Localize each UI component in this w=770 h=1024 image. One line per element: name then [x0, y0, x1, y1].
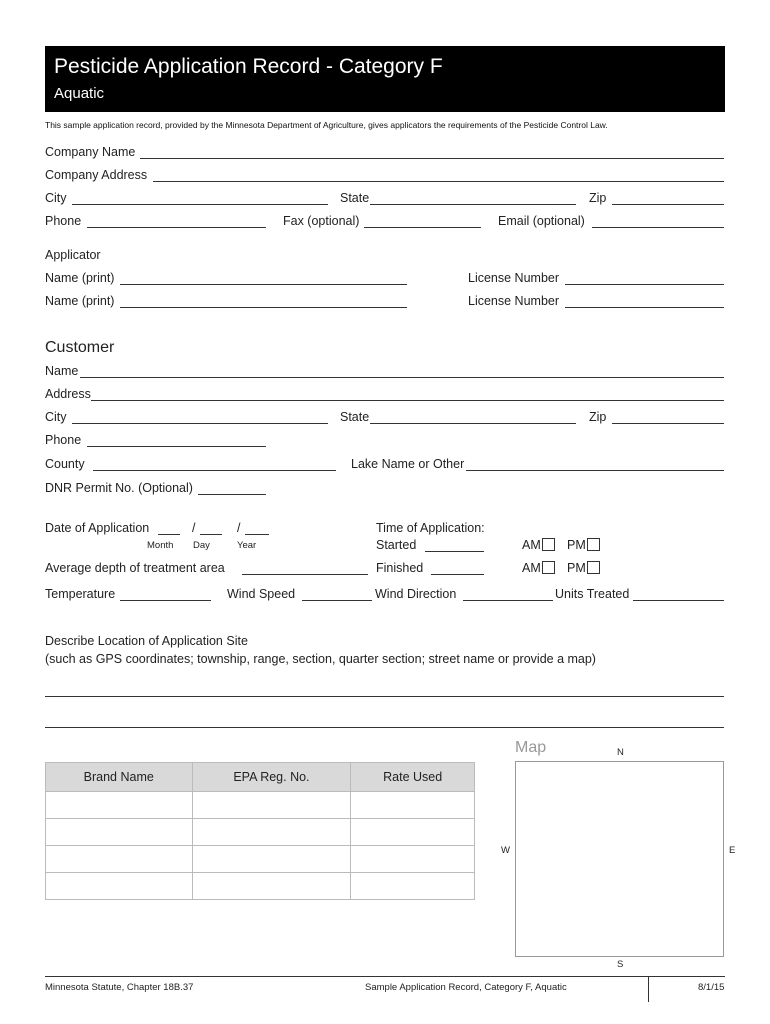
month-caption: Month — [147, 540, 174, 551]
location-line-1[interactable] — [45, 696, 724, 697]
company-email-label: Email (optional) — [498, 214, 585, 228]
company-zip-label: Zip — [589, 191, 607, 205]
applicator-heading: Applicator — [45, 248, 101, 262]
company-address-field[interactable] — [153, 181, 724, 182]
wind-direction-label: Wind Direction — [375, 587, 457, 601]
company-email-field[interactable] — [592, 227, 724, 228]
map-title: Map — [515, 739, 547, 756]
company-fax-field[interactable] — [364, 227, 481, 228]
started-pm-option[interactable] — [567, 538, 600, 552]
temperature-label: Temperature — [45, 587, 116, 601]
location-line-2[interactable] — [45, 727, 724, 728]
location-hint: (such as GPS coordinates; township, range, section, quarter section; street name or provide a map) — [45, 652, 596, 666]
company-city-label: City — [45, 191, 67, 205]
customer-county-field[interactable] — [93, 470, 336, 471]
customer-zip-label: Zip — [589, 410, 607, 424]
company-phone-label: Phone — [45, 214, 82, 228]
customer-address-field[interactable] — [91, 400, 724, 401]
wind-speed-field[interactable] — [302, 600, 372, 601]
applicator-license-label-1: License Number — [468, 271, 560, 285]
applicator-name-field-2[interactable] — [120, 307, 407, 308]
started-time-field[interactable] — [425, 551, 484, 552]
brand-name-header: Brand Name — [46, 763, 193, 792]
applicator-license-field-2[interactable] — [565, 307, 724, 308]
depth-label: Average depth of treatment area — [45, 561, 225, 575]
map-east-label: E — [729, 845, 736, 856]
customer-heading: Customer — [45, 339, 115, 356]
map-north-label: N — [617, 747, 624, 758]
epa-reg-header: EPA Reg. No. — [192, 763, 351, 792]
company-name-label: Company Name — [45, 145, 136, 159]
units-treated-label: Units Treated — [555, 587, 630, 601]
date-separator-1: / — [192, 521, 196, 535]
footer-divider — [648, 976, 649, 1002]
customer-name-label: Name — [45, 364, 79, 378]
customer-county-label: County — [45, 457, 85, 471]
map-drawing-area[interactable] — [515, 761, 724, 957]
company-zip-field[interactable] — [612, 204, 724, 205]
table-cell[interactable] — [46, 819, 193, 846]
form-title: Pesticide Application Record - Category F — [54, 55, 443, 78]
started-am-checkbox[interactable] — [542, 538, 555, 551]
table-row — [46, 819, 475, 846]
table-cell[interactable] — [351, 819, 475, 846]
finished-am-checkbox[interactable] — [542, 561, 555, 574]
form-header — [45, 46, 725, 112]
customer-phone-label: Phone — [45, 433, 82, 447]
started-am-option[interactable] — [522, 538, 555, 552]
product-table — [45, 762, 475, 900]
customer-zip-field[interactable] — [612, 423, 724, 424]
started-pm-checkbox[interactable] — [587, 538, 600, 551]
customer-lake-field[interactable] — [466, 470, 724, 471]
date-day-field[interactable] — [200, 534, 222, 535]
applicator-license-field-1[interactable] — [565, 284, 724, 285]
table-cell[interactable] — [351, 846, 475, 873]
customer-city-field[interactable] — [72, 423, 328, 424]
table-row — [46, 846, 475, 873]
customer-city-label: City — [45, 410, 67, 424]
footer-statute: Minnesota Statute, Chapter 18B.37 — [45, 982, 194, 993]
date-month-field[interactable] — [158, 534, 180, 535]
am-text: AM — [522, 538, 541, 552]
finished-pm-option[interactable] — [567, 561, 600, 575]
time-label: Time of Application: — [376, 521, 485, 535]
date-year-field[interactable] — [245, 534, 269, 535]
table-row — [46, 873, 475, 900]
finished-time-field[interactable] — [431, 574, 484, 575]
date-label: Date of Application — [45, 521, 150, 535]
customer-phone-field[interactable] — [87, 446, 266, 447]
pm-text: PM — [567, 561, 586, 575]
temperature-field[interactable] — [120, 600, 211, 601]
customer-state-field[interactable] — [370, 423, 576, 424]
table-cell[interactable] — [192, 846, 351, 873]
table-cell[interactable] — [192, 819, 351, 846]
map-west-label: W — [501, 845, 510, 856]
rate-used-header: Rate Used — [351, 763, 475, 792]
customer-dnr-label: DNR Permit No. (Optional) — [45, 481, 193, 495]
finished-pm-checkbox[interactable] — [587, 561, 600, 574]
customer-lake-label: Lake Name or Other — [351, 457, 465, 471]
company-name-field[interactable] — [140, 158, 724, 159]
table-cell[interactable] — [46, 792, 193, 819]
company-state-field[interactable] — [370, 204, 576, 205]
applicator-license-label-2: License Number — [468, 294, 560, 308]
footer-rule — [45, 976, 725, 977]
units-treated-field[interactable] — [633, 600, 724, 601]
am-text: AM — [522, 561, 541, 575]
finished-am-option[interactable] — [522, 561, 555, 575]
table-cell[interactable] — [46, 873, 193, 900]
started-label: Started — [376, 538, 417, 552]
applicator-name-label-2: Name (print) — [45, 294, 115, 308]
company-fax-label: Fax (optional) — [283, 214, 360, 228]
table-header-row — [46, 763, 475, 792]
table-cell[interactable] — [351, 873, 475, 900]
table-row — [46, 792, 475, 819]
customer-address-label: Address — [45, 387, 91, 401]
intro-text: This sample application record, provided by the Minnesota Department of Agriculture, gives applicators the requirements of the Pesticide Control Law. — [45, 120, 608, 130]
company-state-label: State — [340, 191, 370, 205]
location-label: Describe Location of Application Site — [45, 634, 248, 648]
table-cell[interactable] — [192, 792, 351, 819]
applicator-name-label-1: Name (print) — [45, 271, 115, 285]
customer-name-field[interactable] — [80, 377, 724, 378]
customer-state-label: State — [340, 410, 370, 424]
depth-field[interactable] — [242, 574, 368, 575]
company-city-field[interactable] — [72, 204, 328, 205]
footer-record-name: Sample Application Record, Category F, Aquatic — [365, 982, 567, 993]
company-phone-field[interactable] — [87, 227, 266, 228]
table-cell[interactable] — [46, 846, 193, 873]
table-cell[interactable] — [192, 873, 351, 900]
map-south-label: S — [617, 959, 624, 970]
table-cell[interactable] — [351, 792, 475, 819]
day-caption: Day — [193, 540, 210, 551]
wind-direction-field[interactable] — [463, 600, 553, 601]
form-subtitle: Aquatic — [54, 85, 105, 102]
year-caption: Year — [237, 540, 257, 551]
applicator-name-field-1[interactable] — [120, 284, 407, 285]
pm-text: PM — [567, 538, 586, 552]
customer-dnr-field[interactable] — [198, 494, 266, 495]
wind-speed-label: Wind Speed — [227, 587, 296, 601]
date-separator-2: / — [237, 521, 241, 535]
finished-label: Finished — [376, 561, 424, 575]
footer-date: 8/1/15 — [698, 982, 725, 993]
company-address-label: Company Address — [45, 168, 148, 182]
